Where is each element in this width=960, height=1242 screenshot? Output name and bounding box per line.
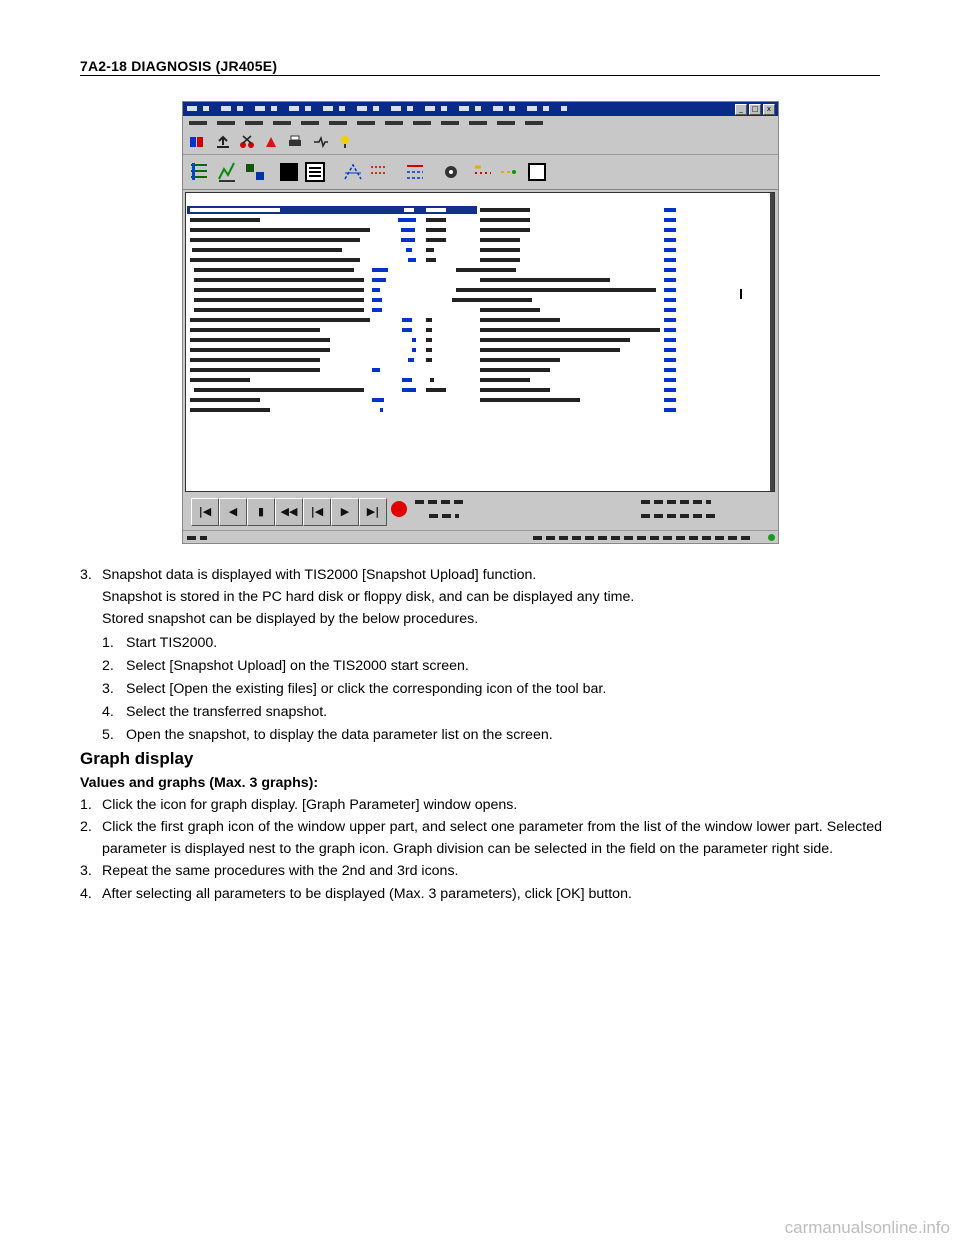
page-header xyxy=(80,58,880,76)
graph-color-icon[interactable] xyxy=(499,161,519,183)
status-led-icon xyxy=(768,534,775,541)
page-title: 7A2-18 DIAGNOSIS (JR405E) xyxy=(80,58,278,74)
print-icon[interactable] xyxy=(287,135,303,149)
menu-bar[interactable] xyxy=(183,116,778,130)
graph-display-heading: Graph display xyxy=(80,748,194,768)
open-icon[interactable] xyxy=(189,135,205,149)
blank-window-icon[interactable] xyxy=(527,161,547,183)
graph-item-2: 2. Click the first graph icon of the window upper part, and select one parameter from the list of the window lower part. Selected parameter is displayed nest to the graph icon. Graph division can be selected in the field on the parameter right side. xyxy=(80,819,882,858)
trigger-label xyxy=(641,500,711,504)
data-list-icon[interactable] xyxy=(189,161,209,183)
toolbar-secondary xyxy=(183,155,778,190)
graph-item-1: 1. Click the icon for graph display. [Graph Parameter] window opens. xyxy=(80,796,518,813)
parameter-rows xyxy=(186,193,770,491)
stop-button[interactable]: ▮ xyxy=(247,498,275,526)
substep-5: 5. Open the snapshot, to display the data parameter list on the screen. xyxy=(102,727,553,744)
step-3-line-2: Snapshot is stored in the PC hard disk or floppy disk, and can be displayed any time. xyxy=(102,589,635,606)
substep-4: 4. Select the transferred snapshot. xyxy=(102,704,328,721)
tis2000-screenshot xyxy=(182,101,779,544)
graph-icon[interactable] xyxy=(217,161,237,183)
cut-icon[interactable] xyxy=(239,135,255,149)
window-controls xyxy=(735,104,775,115)
graph-split-icon[interactable] xyxy=(245,161,265,183)
frame-value xyxy=(429,514,459,518)
graph-parameter-icon[interactable] xyxy=(473,161,493,183)
help-icon[interactable] xyxy=(337,135,353,149)
record-button[interactable] xyxy=(391,501,407,517)
window-titlebar xyxy=(183,102,778,116)
black-screen-icon[interactable] xyxy=(279,161,299,183)
bar-chart-icon[interactable] xyxy=(369,161,389,183)
chart-icon[interactable] xyxy=(343,161,363,183)
substep-3: 3. Select [Open the existing files] or click the corresponding icon of the tool bar. xyxy=(102,681,607,698)
step-back-button[interactable]: |◀ xyxy=(303,498,331,526)
close-button[interactable]: x xyxy=(763,104,775,115)
first-frame-button[interactable]: |◀ xyxy=(191,498,219,526)
compare-icon[interactable] xyxy=(405,161,425,183)
graph-item-4: 4. After selecting all parameters to be displayed (Max. 3 parameters), click [OK] button. xyxy=(80,885,632,902)
last-frame-button[interactable]: ▶| xyxy=(359,498,387,526)
substep-2: 2. Select [Snapshot Upload] on the TIS2000 start screen. xyxy=(102,657,469,674)
data-parameter-list[interactable] xyxy=(185,192,775,492)
rewind-button[interactable]: ◀◀ xyxy=(275,498,303,526)
connect-icon[interactable] xyxy=(313,135,329,149)
record-icon[interactable] xyxy=(263,135,279,149)
step-3-line-3: Stored snapshot can be displayed by the below procedures. xyxy=(102,611,479,628)
minimize-button[interactable]: _ xyxy=(735,104,747,115)
watermark: carmanualsonline.info xyxy=(784,1218,950,1237)
prev-frame-button[interactable]: ◀ xyxy=(219,498,247,526)
status-bar xyxy=(183,530,778,544)
play-button[interactable]: ▶ xyxy=(331,498,359,526)
settings-icon[interactable] xyxy=(441,161,461,183)
step-3-line-1: Snapshot data is displayed with TIS2000 [Snapshot Upload] function. xyxy=(102,567,537,583)
window-title-text xyxy=(187,106,567,111)
frame-label xyxy=(415,500,465,504)
vertical-scrollbar[interactable] xyxy=(770,193,774,491)
instructions xyxy=(80,564,882,905)
graph-subheading: Values and graphs (Max. 3 graphs): xyxy=(80,774,319,791)
table-icon[interactable] xyxy=(305,161,325,183)
substep-1: 1. Start TIS2000. xyxy=(102,634,218,651)
graph-item-3: 3. Repeat the same procedures with the 2nd and 3rd icons. xyxy=(80,863,459,880)
toolbar-primary xyxy=(183,130,778,155)
playback-bar xyxy=(185,494,775,528)
upload-icon[interactable] xyxy=(215,135,231,149)
maximize-button[interactable]: □ xyxy=(749,104,761,115)
time-label xyxy=(641,514,717,518)
step-3: 3. Snapshot data is displayed with TIS2000 [Snapshot Upload] function. Snapshot is stored in the PC hard disk or floppy disk, and can be displayed any time. Stored snapshot can be displayed by the below procedures. xyxy=(80,564,882,631)
